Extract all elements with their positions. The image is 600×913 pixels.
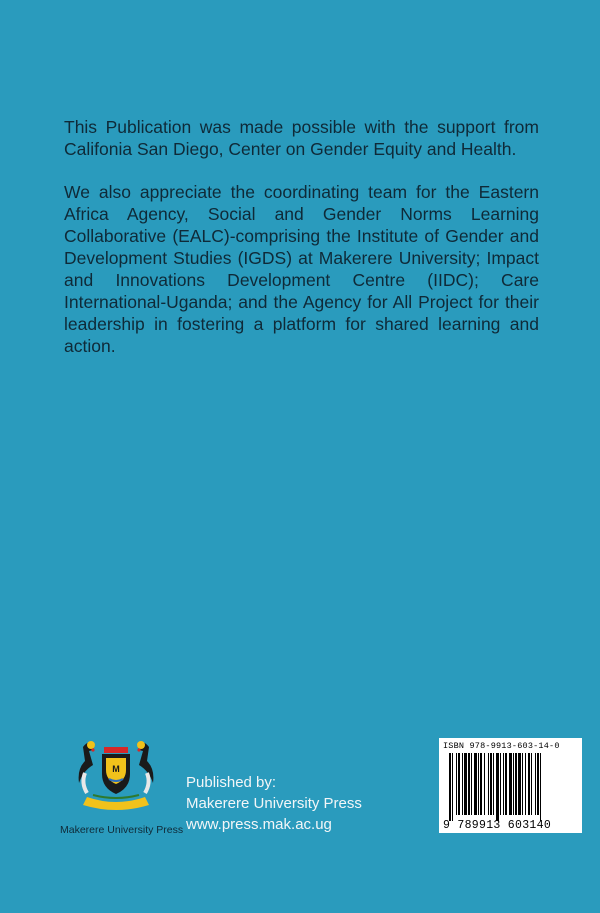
publisher-url: www.press.mak.ac.ug [186, 816, 332, 833]
publisher-logo [60, 737, 184, 836]
barcode-bars-icon [443, 753, 578, 821]
right-crane-icon [137, 741, 153, 793]
published-by-label: Published by: [186, 774, 277, 791]
isbn-digits: 9 789913 603140 [443, 819, 552, 832]
logo-caption: Makerere University Press [60, 824, 184, 836]
left-crane-icon [79, 741, 95, 793]
acknowledgement-paragraph-1: This Publication was made possible with the support from Califonia San Diego, Center on Gender Equity and Health. [64, 117, 539, 159]
publisher-name: Makerere University Press [186, 795, 362, 812]
motto-ribbon [83, 795, 149, 810]
isbn-label: ISBN 978-9913-603-14-0 [443, 741, 560, 751]
isbn-barcode [439, 738, 582, 833]
acknowledgement-paragraph-2: We also appreciate the coordinating team for the Eastern Africa Agency, Social and Gender Norms Learning Collaborative (EALC)-comprising the Institute of Gender and Development Studies (IGDS) at Makerere University; Impact and Innovations Development Centre (IIDC); Care International-Uganda; and the Agency for All Project for their leadership in fostering a platform for shared learning and action. [64, 182, 539, 356]
shield-icon [102, 747, 130, 794]
makerere-university-crest-icon [71, 737, 161, 813]
publisher-info [186, 772, 362, 835]
svg-text:M: M [112, 764, 120, 774]
acknowledgement-text [64, 116, 539, 378]
